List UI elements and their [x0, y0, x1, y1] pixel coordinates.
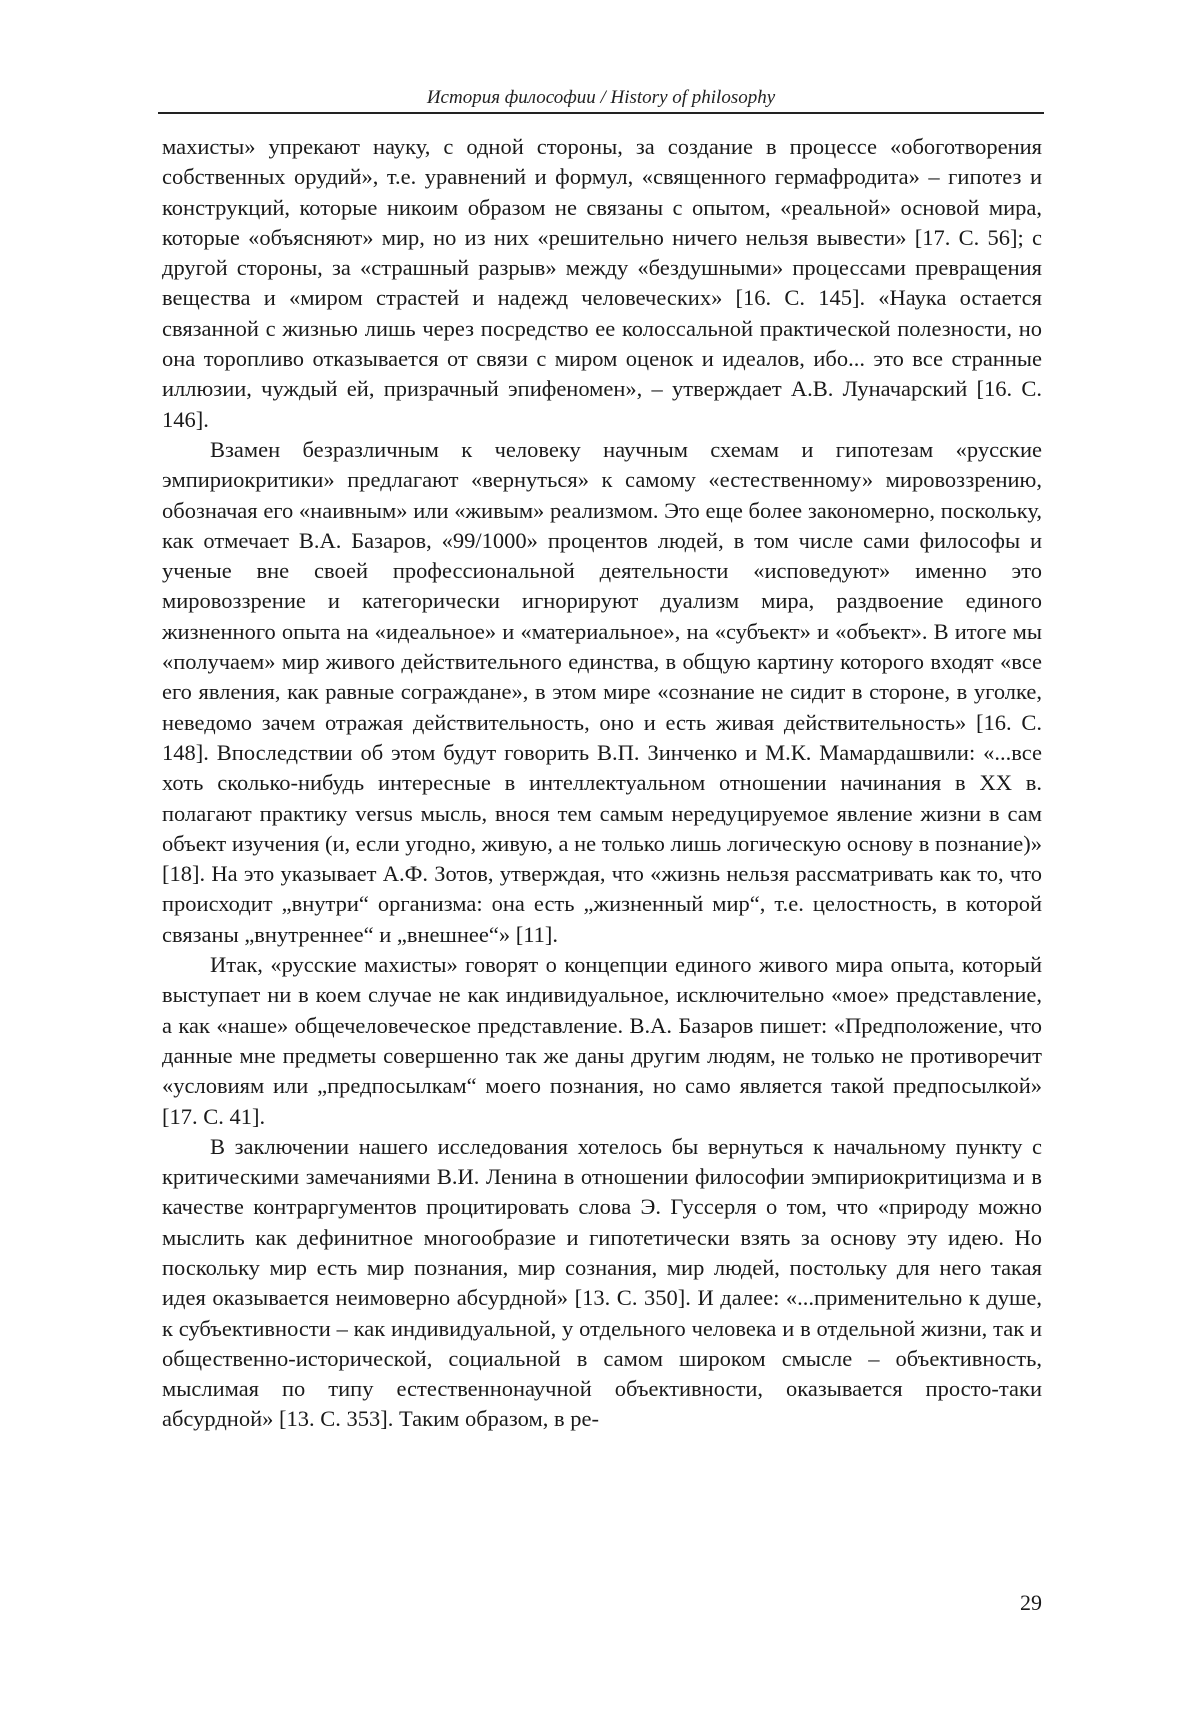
paragraph-2: Взамен безразличным к человеку научным схемам и гипотезам «русские эмпириокритики» предлагают «вернуться» к самому «естественному» мировоззрению, обозначая его «наивным» или «живым» реализмом. Это еще более закономерно, поскольку, как отмечает В.А. Базаров, «99/1000» процентов людей, в том числе сами философы и ученые вне своей профессиональной деятельности «исповедуют» именно это мировоззрение и категорически игнорируют дуализм мира, раздвоение единого жизненного опыта на «идеальное» и «материальное», на «субъект» и «объект». В итоге мы «получаем» мир живого действительного единства, в общую картину которого входят «все его явления, как равные сограждане», в этом мире «сознание не сидит в стороне, в уголке, неведомо зачем отражая действительность, оно и есть живая действительность» [16. С. 148]. Впоследствии об этом будут говорить В.П. Зинченко и М.К. Мамардашвили: «...все хоть сколько-нибудь интересные в интеллектуальном отношении начинания в XX в. полагают практику versus мысль, внося тем самым нередуцируемое явление жизни в сам объект изучения (и, если угодно, живую, а не только лишь логическую основу в познание)» [18]. На это указывает А.Ф. Зотов, утверждая, что «жизнь нельзя рассматривать как то, что происходит „внутри“ организма: она есть „жизненный мир“, т.е. целостность, в которой связаны „внутреннее“ и „внешнее“» [11]. — [162, 436, 1042, 947]
paragraph-4: В заключении нашего исследования хотелось бы вернуться к начальному пункту с критическими замечаниями В.И. Ленина в отношении философии эмпириокритицизма и в качестве контраргументов процитировать слова Э. Гуссерля о том, что «природу можно мыслить как дефинитное многообразие и гипотетически взять за основу эту идею. Но поскольку мир есть мир познания, мир сознания, мир людей, постольку для него такая идея оказывается неимоверно абсурдной» [13. С. 350]. И далее: «...применительно к душе, к субъективности – как индивидуальной, у отдельного человека и в отдельной жизни, так и общественно-исторической, социальной в самом широком смысле – объективность, мыслимая по типу естественнонаучной объективности, оказывается просто-таки абсурдной» [13. С. 353]. Таким образом, в ре- — [162, 1133, 1042, 1432]
paragraph-3: Итак, «русские махисты» говорят о концепции единого живого мира опыта, который выступает ни в коем случае не как индивидуальное, исключительно «мое» представление, а как «наше» общечеловеческое представление. В.А. Базаров пишет: «Предположение, что данные мне предметы совершенно так же даны другим людям, не только не противоречит «условиям или „предпосылкам“ моего познания, но само является такой предпосылкой» [17. С. 41]. — [162, 952, 1042, 1129]
page-number: 29 — [1020, 1590, 1042, 1615]
running-header: История философии / History of philosophy — [426, 87, 776, 108]
paragraph-1: махисты» упрекают науку, с одной стороны, за создание в процессе «обоготворения собственных орудий», т.е. уравнений и формул, «священного гермафродита» – гипотез и конструкций, которые никоим образом не связаны с опытом, «реальной» основой мира, которые «объясняют» мир, но из них «решительно ничего нельзя вывести» [17. С. 56]; с другой стороны, за «страшный разрыв» между «бездушными» процессами превращения вещества и «миром страстей и надежд человеческих» [16. С. 145]. «Наука остается связанной с жизнью лишь через посредство ее колоссальной практической полезности, но она торопливо отказывается от связи с миром оценок и идеалов, ибо... это все странные иллюзии, чуждый ей, призрачный эпифеномен», – утверждает А.В. Луначарский [16. С. 146]. — [162, 134, 1042, 432]
header-rule — [158, 112, 1044, 114]
body-text — [162, 132, 1042, 1435]
